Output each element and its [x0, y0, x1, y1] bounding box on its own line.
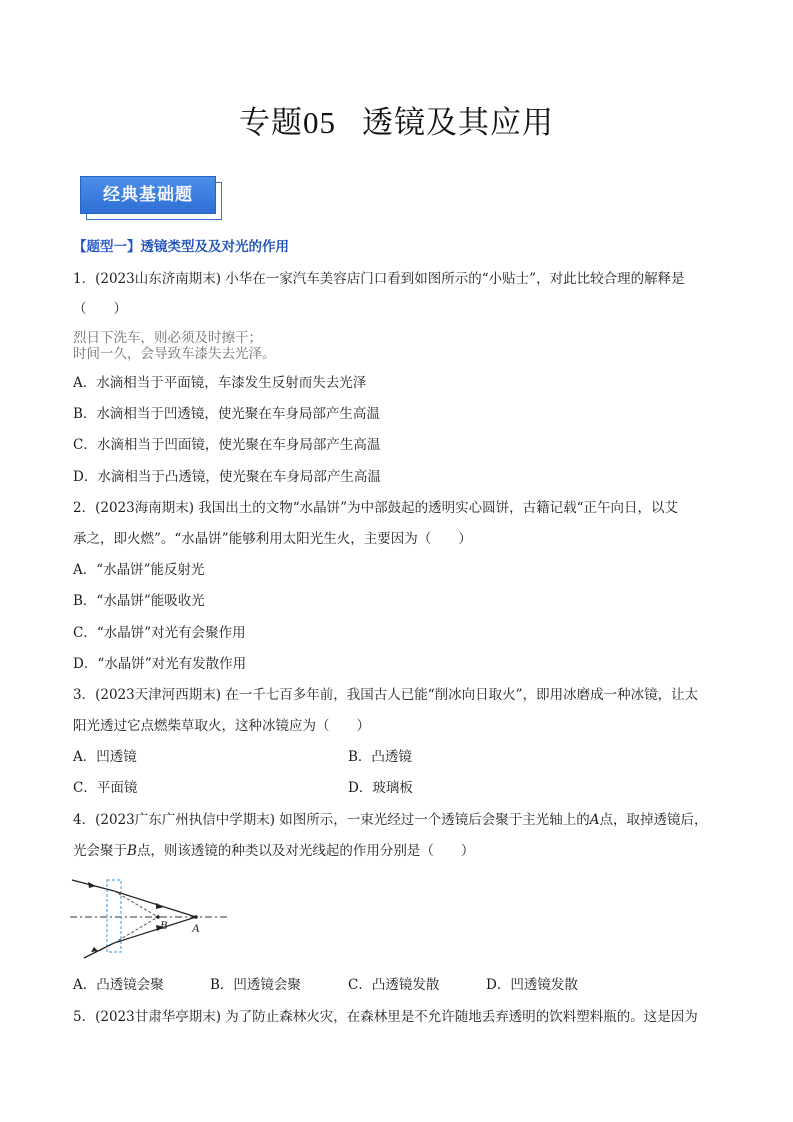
label-b: B: [160, 918, 168, 932]
q4-option-c: C．凸透镜发散: [348, 977, 440, 993]
q2-option-a: A．“水晶饼”能反射光: [73, 562, 205, 578]
q4-option-d: D．凹透镜发散: [486, 977, 578, 993]
q1-option-d: D．水滴相当于凸透镜，使光聚在车身局部产生高温: [73, 469, 381, 485]
q3-option-a: A．凹透镜: [73, 749, 137, 765]
point-a-marker: [194, 915, 198, 919]
q4-option-b: B．凹透镜会聚: [210, 977, 301, 993]
q4-point-a: A: [589, 812, 600, 828]
q2-option-d: D．“水晶饼”对光有发散作用: [73, 656, 247, 672]
refracted-ray-bottom: [114, 917, 196, 943]
q3-option-c: C．平面镜: [73, 780, 138, 796]
badge-label: 经典基础题: [80, 176, 216, 214]
q3-stem-line2: 阳光透过它点燃柴草取火，这种冰镜应为（ ）: [73, 718, 370, 734]
q2-stem-line1: 2．(2023海南期末) 我国出土的文物“水晶饼”为中部鼓起的透明实心圆饼，古籍记载“正午向日，以艾: [73, 500, 678, 516]
q4-option-a: A．凸透镜会聚: [73, 977, 164, 993]
q1-option-c: C．水滴相当于凹面镜，使光聚在车身局部产生高温: [73, 437, 381, 453]
q4-stem-line1: [73, 811, 708, 829]
q4-stem-line2-part2: 点，则该透镜的种类以及对光线起的作用分别是（ ）: [136, 843, 475, 859]
q1-option-b: B．水滴相当于凹透镜，使光聚在车身局部产生高温: [73, 406, 380, 422]
q4-point-b: B: [127, 843, 137, 859]
original-ray-bottom: [114, 917, 158, 943]
q3-option-b: B．凸透镜: [348, 749, 412, 765]
q4-stem-line2-part1: 光会聚于: [73, 843, 127, 859]
q1-stem-line1: 1．(2023山东济南期末) 小华在一家汽车美容店门口看到如图所示的“小贴士”，对此比较合理的解释是: [73, 271, 685, 287]
q2-option-c: C．“水晶饼”对光有会聚作用: [73, 625, 246, 641]
section-heading: [73, 238, 289, 256]
q2-stem-line2: 承之，即火燃”。“水晶饼”能够利用太阳光生火，主要因为（ ）: [73, 531, 472, 547]
section-bracket: 【题型一】: [73, 239, 141, 255]
q3-option-d: D．玻璃板: [348, 780, 413, 796]
section-badge: [80, 176, 218, 214]
section-title: 透镜类型及及对光的作用: [140, 239, 289, 255]
q3-stem-line1: 3．(2023天津河西期末) 在一千七百多年前，我国古人已能“削冰向日取火”，即用冰磨成一种冰镜，让太: [73, 687, 699, 703]
arrow-top-incident: [88, 882, 96, 888]
q4-lens-diagram: [70, 872, 240, 964]
q4-stem-line1-part1: 4．(2023广东广州执信中学期末) 如图所示，一束光经过一个透镜后会聚于主光轴上的: [73, 812, 590, 828]
q4-stem-line1-part2: 点，取掉透镜后，: [599, 812, 708, 828]
q1-tip-line2: 时间一久，会导致车漆失去光泽。: [73, 346, 276, 362]
q2-option-b: B．“水晶饼”能吸收光: [73, 593, 205, 609]
title-text: 透镜及其应用: [362, 105, 554, 141]
q5-stem-line1: 5．(2023甘肃华亭期末) 为了防止森林火灾，在森林里是不允许随地丢弃透明的饮料塑料瓶的。这是因为: [73, 1009, 698, 1025]
page-title: [0, 97, 793, 142]
q4-stem-line2: [73, 842, 474, 860]
q1-option-a: A．水滴相当于平面镜，车漆发生反射而失去光泽: [73, 375, 367, 391]
label-a: A: [192, 921, 200, 935]
q1-tip-line1: 烈日下洗车，则必须及时擦干；: [73, 330, 262, 346]
refracted-ray-top: [114, 891, 196, 917]
title-number: 专题05: [239, 105, 336, 140]
q1-stem-line2: （ ）: [73, 301, 127, 317]
incident-ray-bottom: [84, 943, 114, 958]
